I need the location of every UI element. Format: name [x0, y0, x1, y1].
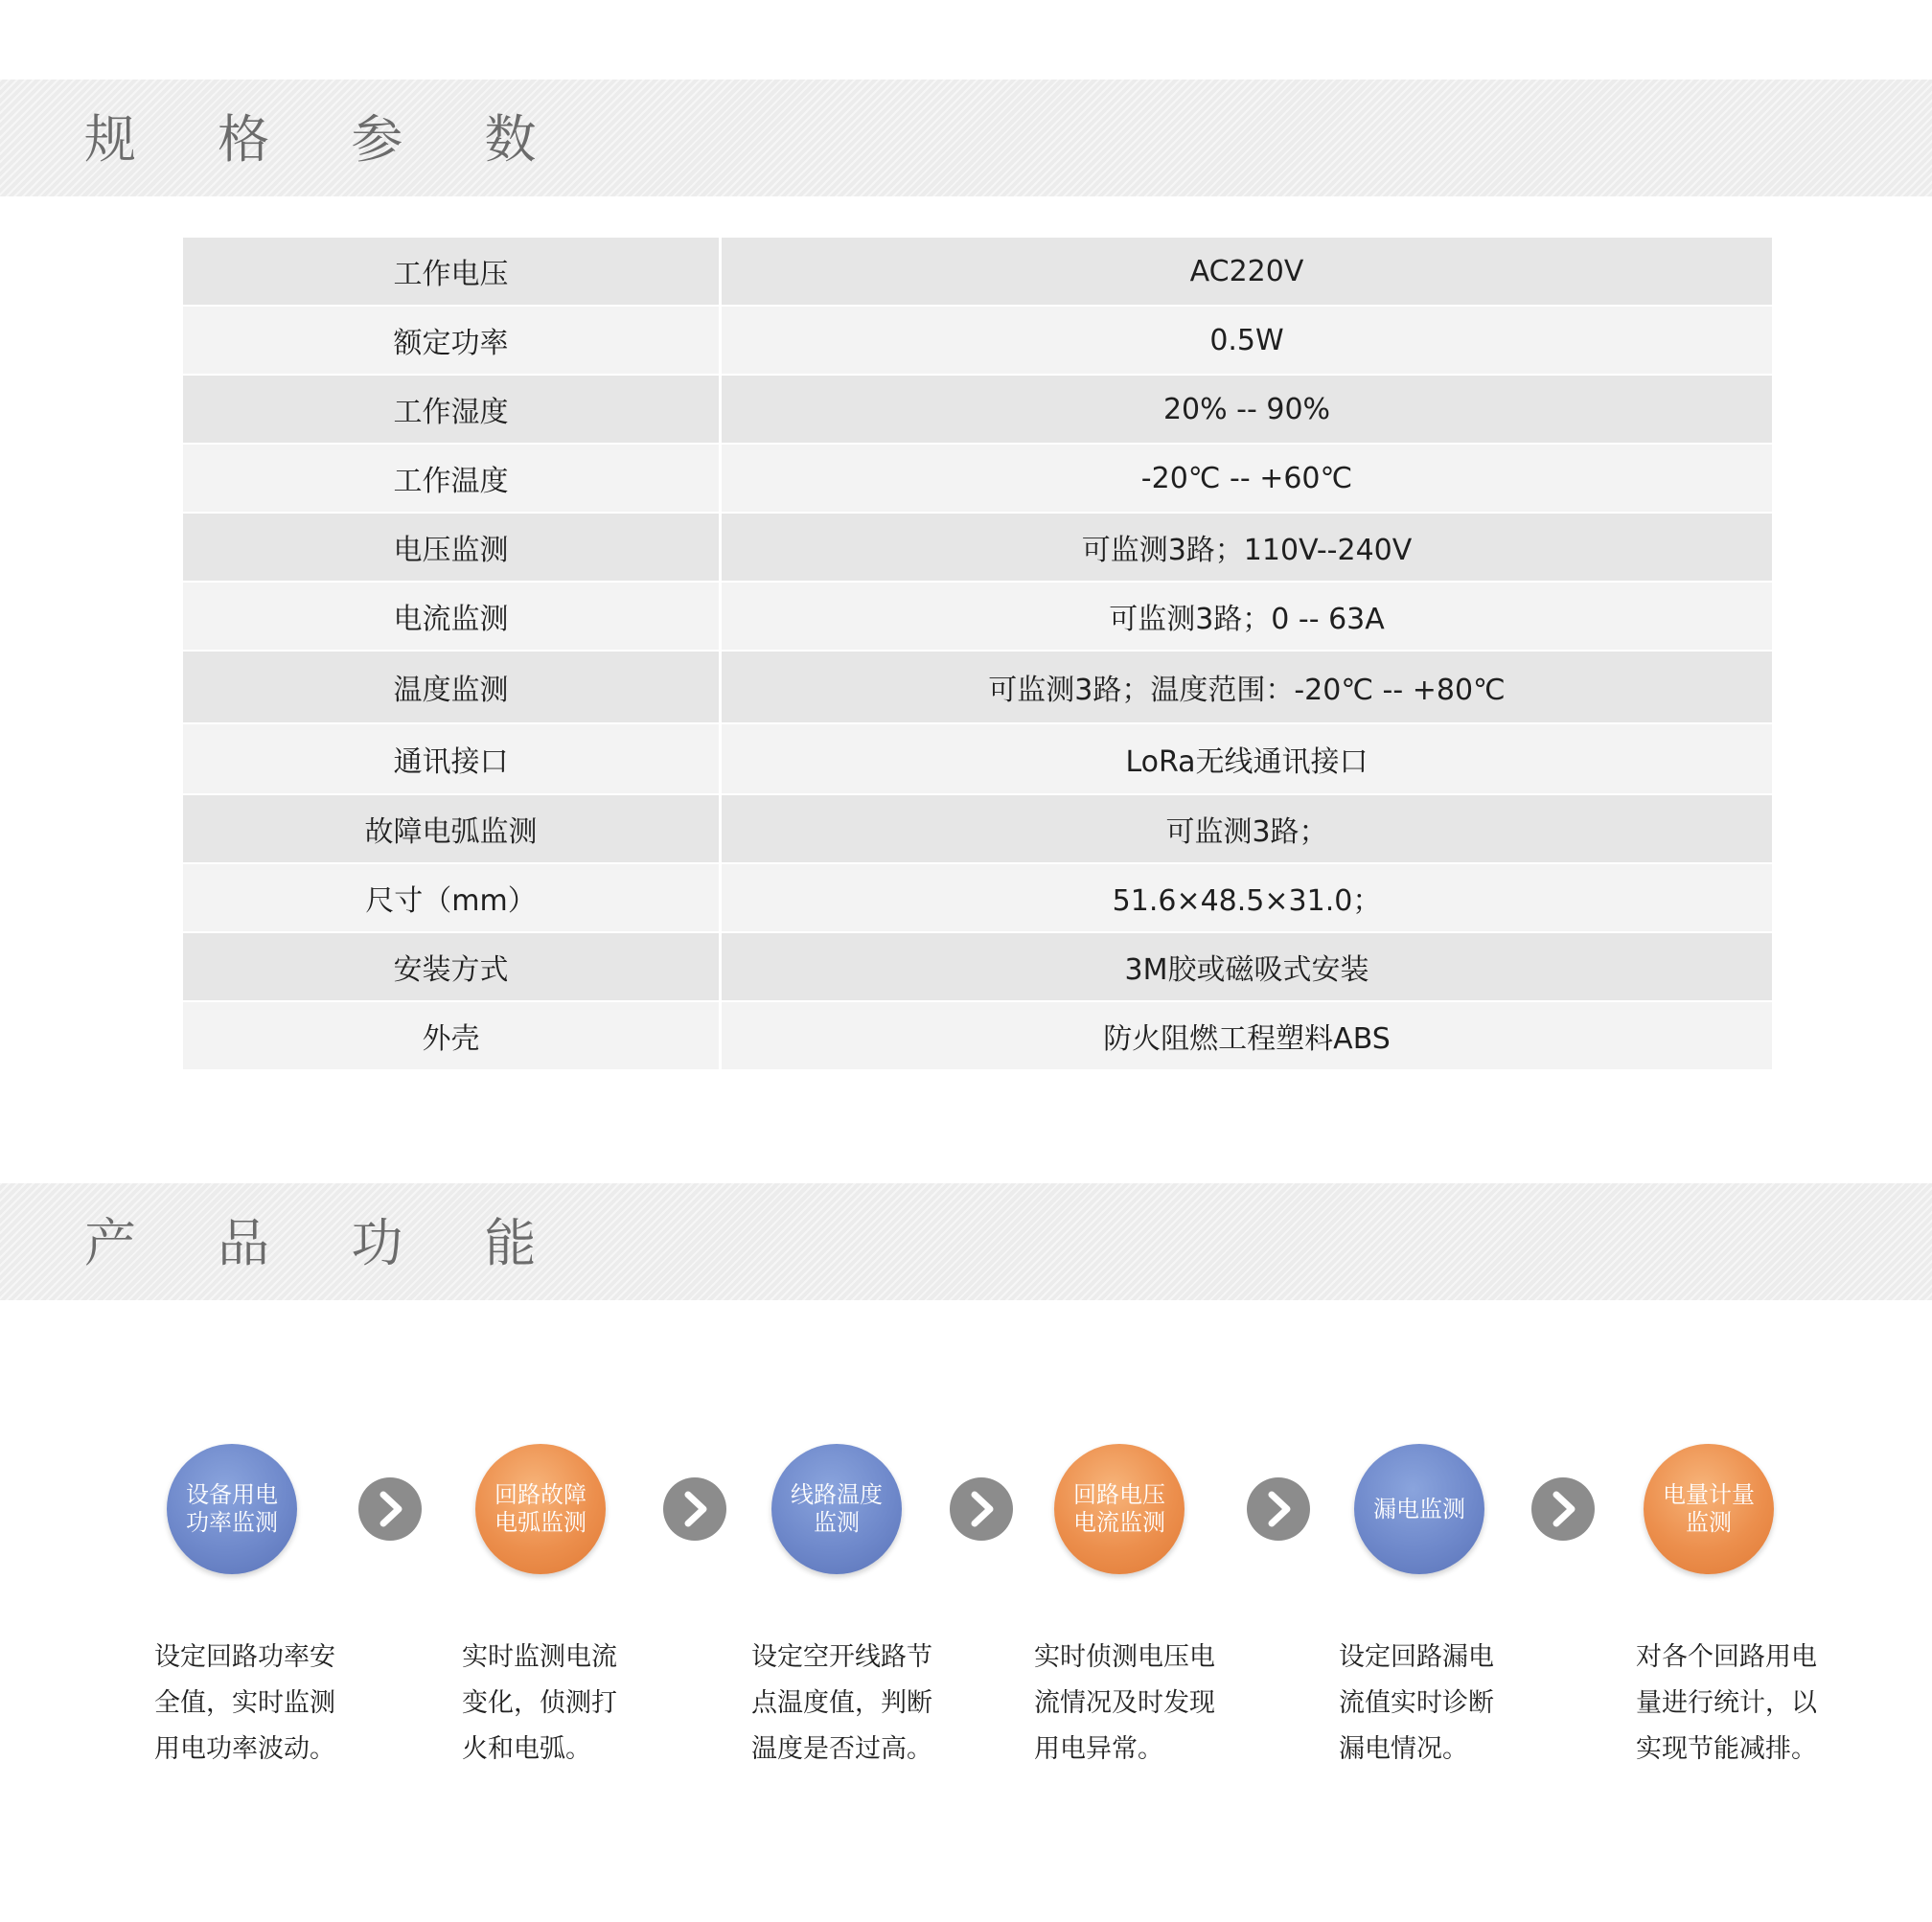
feature-description-line: 温度是否过高。 [751, 1734, 932, 1764]
features-section-banner [0, 1183, 1932, 1300]
feature-description-line: 设定空开线路节 [751, 1642, 932, 1672]
feature-description-line: 对各个回路用电 [1636, 1642, 1817, 1672]
feature-label: 线路温度监测 [791, 1481, 883, 1536]
chevron-right-icon [1531, 1477, 1595, 1541]
spec-row [183, 933, 1772, 1002]
feature-description-line: 实时侦测电压电 [1034, 1642, 1215, 1672]
spec-key: 电压监测 [183, 514, 722, 583]
spec-row [183, 307, 1772, 376]
feature-description-line: 实现节能减排。 [1636, 1734, 1817, 1764]
feature-description-line: 火和电弧。 [462, 1734, 591, 1764]
features-section-title: 产 品 功 能 [84, 1213, 569, 1273]
spec-key: 尺寸（mm） [183, 864, 722, 933]
spec-value: 51.6×48.5×31.0； [722, 864, 1772, 933]
spec-value: 0.5W [722, 307, 1772, 376]
feature-description [1636, 1635, 1828, 1773]
spec-row [183, 652, 1772, 724]
spec-key: 电流监测 [183, 583, 722, 652]
spec-table [183, 238, 1772, 1071]
spec-key: 外壳 [183, 1002, 722, 1071]
spec-key: 工作湿度 [183, 376, 722, 445]
spec-value: 可监测3路；0 -- 63A [722, 583, 1772, 652]
feature-description-line: 量进行统计，以 [1636, 1688, 1817, 1718]
feature-description [1034, 1635, 1226, 1773]
spec-key: 工作温度 [183, 445, 722, 514]
spec-key: 额定功率 [183, 307, 722, 376]
spec-value: 可监测3路；温度范围：-20℃ -- +80℃ [722, 652, 1772, 724]
spec-row [183, 514, 1772, 583]
feature-description-line: 用电功率波动。 [154, 1734, 335, 1764]
spec-value: 3M胶或磁吸式安装 [722, 933, 1772, 1002]
feature-description-line: 设定回路漏电 [1339, 1642, 1494, 1672]
feature-circle [771, 1444, 902, 1574]
feature-description-line: 变化，侦测打 [462, 1688, 617, 1718]
feature-description [154, 1635, 346, 1773]
spec-value: 防火阻燃工程塑料ABS [722, 1002, 1772, 1071]
feature-description-line: 实时监测电流 [462, 1642, 617, 1672]
chevron-right-icon [358, 1477, 422, 1541]
spec-row [183, 1002, 1772, 1071]
spec-value: LoRa无线通讯接口 [722, 724, 1772, 795]
spec-row [183, 795, 1772, 864]
feature-label: 设备用电功率监测 [186, 1481, 278, 1536]
spec-value: 20% -- 90% [722, 376, 1772, 445]
feature-label: 漏电监测 [1373, 1495, 1465, 1522]
spec-key: 安装方式 [183, 933, 722, 1002]
feature-circle [1054, 1444, 1184, 1574]
feature-description [751, 1635, 943, 1773]
spec-key: 工作电压 [183, 238, 722, 307]
feature-circle [1644, 1444, 1774, 1574]
spec-row [183, 238, 1772, 307]
feature-description-line: 设定回路功率安 [154, 1642, 335, 1672]
feature-circle [1354, 1444, 1484, 1574]
feature-description-line: 全值，实时监测 [154, 1688, 335, 1718]
specs-section-banner [0, 80, 1932, 196]
feature-description-line: 漏电情况。 [1339, 1734, 1468, 1764]
spec-row [183, 376, 1772, 445]
feature-circle [167, 1444, 297, 1574]
feature-description-line: 流值实时诊断 [1339, 1688, 1494, 1718]
chevron-right-icon [950, 1477, 1013, 1541]
spec-value: AC220V [722, 238, 1772, 307]
feature-description-line: 流情况及时发现 [1034, 1688, 1215, 1718]
spec-key: 温度监测 [183, 652, 722, 724]
spec-row [183, 583, 1772, 652]
feature-description-line: 点温度值，判断 [751, 1688, 932, 1718]
feature-label: 电量计量监测 [1663, 1481, 1755, 1536]
spec-value: 可监测3路； [722, 795, 1772, 864]
spec-row [183, 724, 1772, 795]
spec-key: 故障电弧监测 [183, 795, 722, 864]
spec-value: -20℃ -- +60℃ [722, 445, 1772, 514]
specs-section-title: 规 格 参 数 [84, 109, 569, 170]
feature-description-line: 用电异常。 [1034, 1734, 1163, 1764]
chevron-right-icon [1247, 1477, 1310, 1541]
feature-description [462, 1635, 654, 1773]
feature-label: 回路故障电弧监测 [494, 1481, 586, 1536]
feature-circle [475, 1444, 606, 1574]
spec-value: 可监测3路；110V--240V [722, 514, 1772, 583]
spec-row [183, 445, 1772, 514]
feature-description [1339, 1635, 1530, 1773]
chevron-right-icon [663, 1477, 726, 1541]
spec-row [183, 864, 1772, 933]
feature-label: 回路电压电流监测 [1073, 1481, 1165, 1536]
spec-key: 通讯接口 [183, 724, 722, 795]
